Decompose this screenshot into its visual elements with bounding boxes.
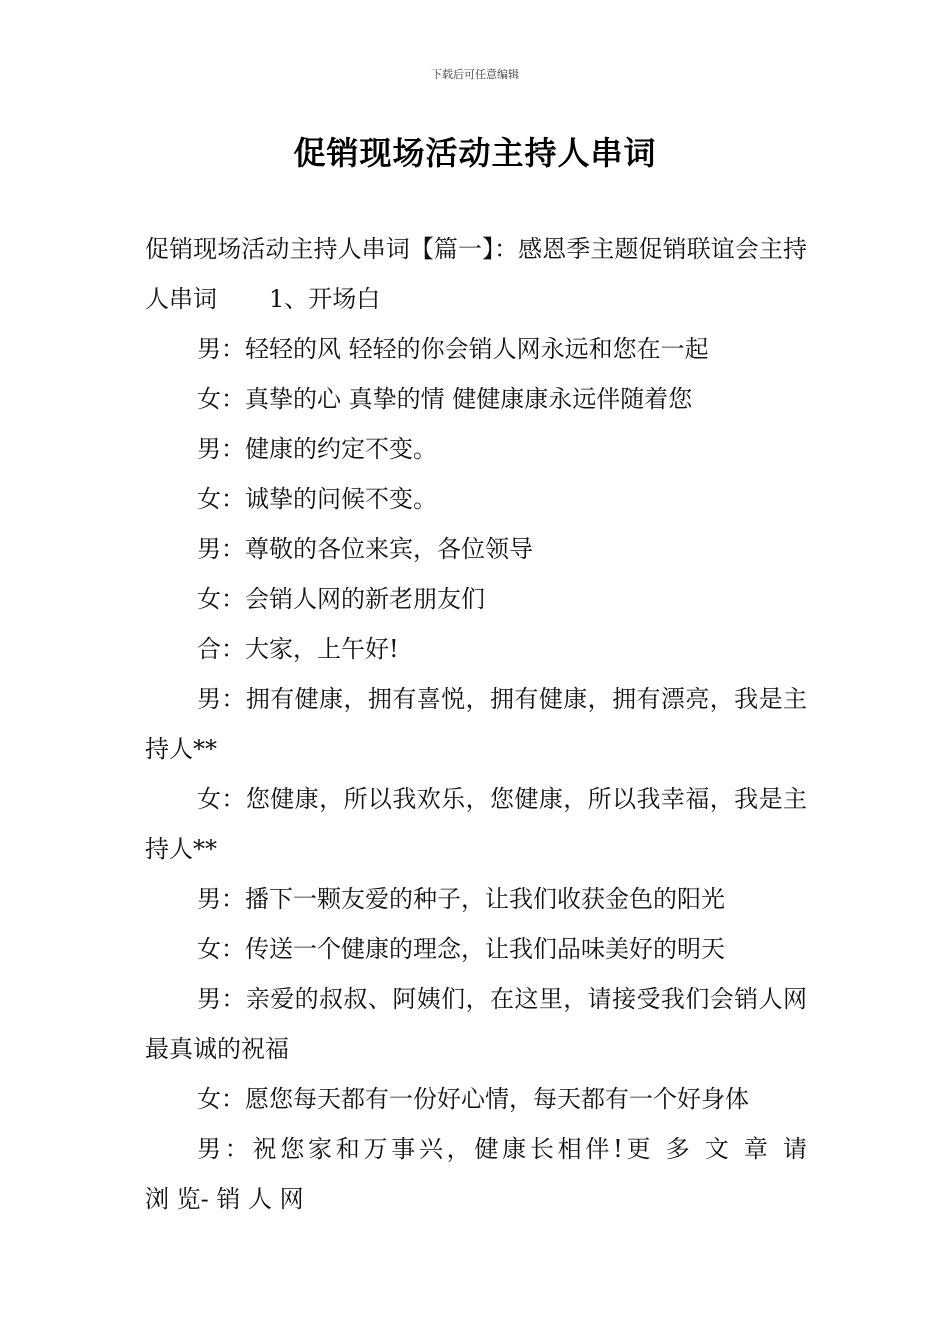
closing-line-continued: 浏 览- 销 人 网 [145, 1185, 304, 1213]
document-body [145, 224, 807, 1224]
dialogue-line: 女：愿您每天都有一份好心情，每天都有一个好身体 [197, 1085, 749, 1113]
intro-text: 促销现场活动主持人串词【篇一】：感恩季主题促销联谊会主持人串词 [145, 235, 807, 313]
dialogue-line: 男：轻轻的风 轻轻的你会销人网永远和您在一起 [197, 335, 709, 363]
intro-paragraph [145, 224, 807, 324]
closing-line: 男：祝您家和万事兴，健康长相伴!更 多 文 章 请 [197, 1135, 807, 1163]
dialogue-line: 女：您健康，所以我欢乐，您健康，所以我幸福，我是主持人** [145, 785, 807, 863]
dialogue-line: 女：会销人网的新老朋友们 [197, 585, 485, 613]
dialogue-line: 男：播下一颗友爱的种子，让我们收获金色的阳光 [197, 885, 725, 913]
dialogue-line: 男：拥有健康，拥有喜悦，拥有健康，拥有漂亮，我是主持人** [145, 685, 807, 763]
dialogue-line: 合：大家，上午好! [197, 635, 399, 663]
header-note: 下载后可任意编辑 [431, 68, 519, 81]
dialogue-line: 男：亲爱的叔叔、阿姨们，在这里，请接受我们会销人网最真诚的祝福 [145, 985, 807, 1063]
dialogue-line: 男：尊敬的各位来宾，各位领导 [197, 535, 533, 563]
dialogue-line: 女：真挚的心 真挚的情 健健康康永远伴随着您 [197, 385, 693, 413]
section-heading: 1、开场白 [269, 285, 381, 313]
dialogue-line: 女：传送一个健康的理念，让我们品味美好的明天 [197, 935, 725, 963]
dialogue-line: 男：健康的约定不变。 [197, 435, 437, 463]
dialogue-line: 女：诚挚的问候不变。 [197, 485, 437, 513]
page-title: 促销现场活动主持人串词 [293, 134, 657, 172]
